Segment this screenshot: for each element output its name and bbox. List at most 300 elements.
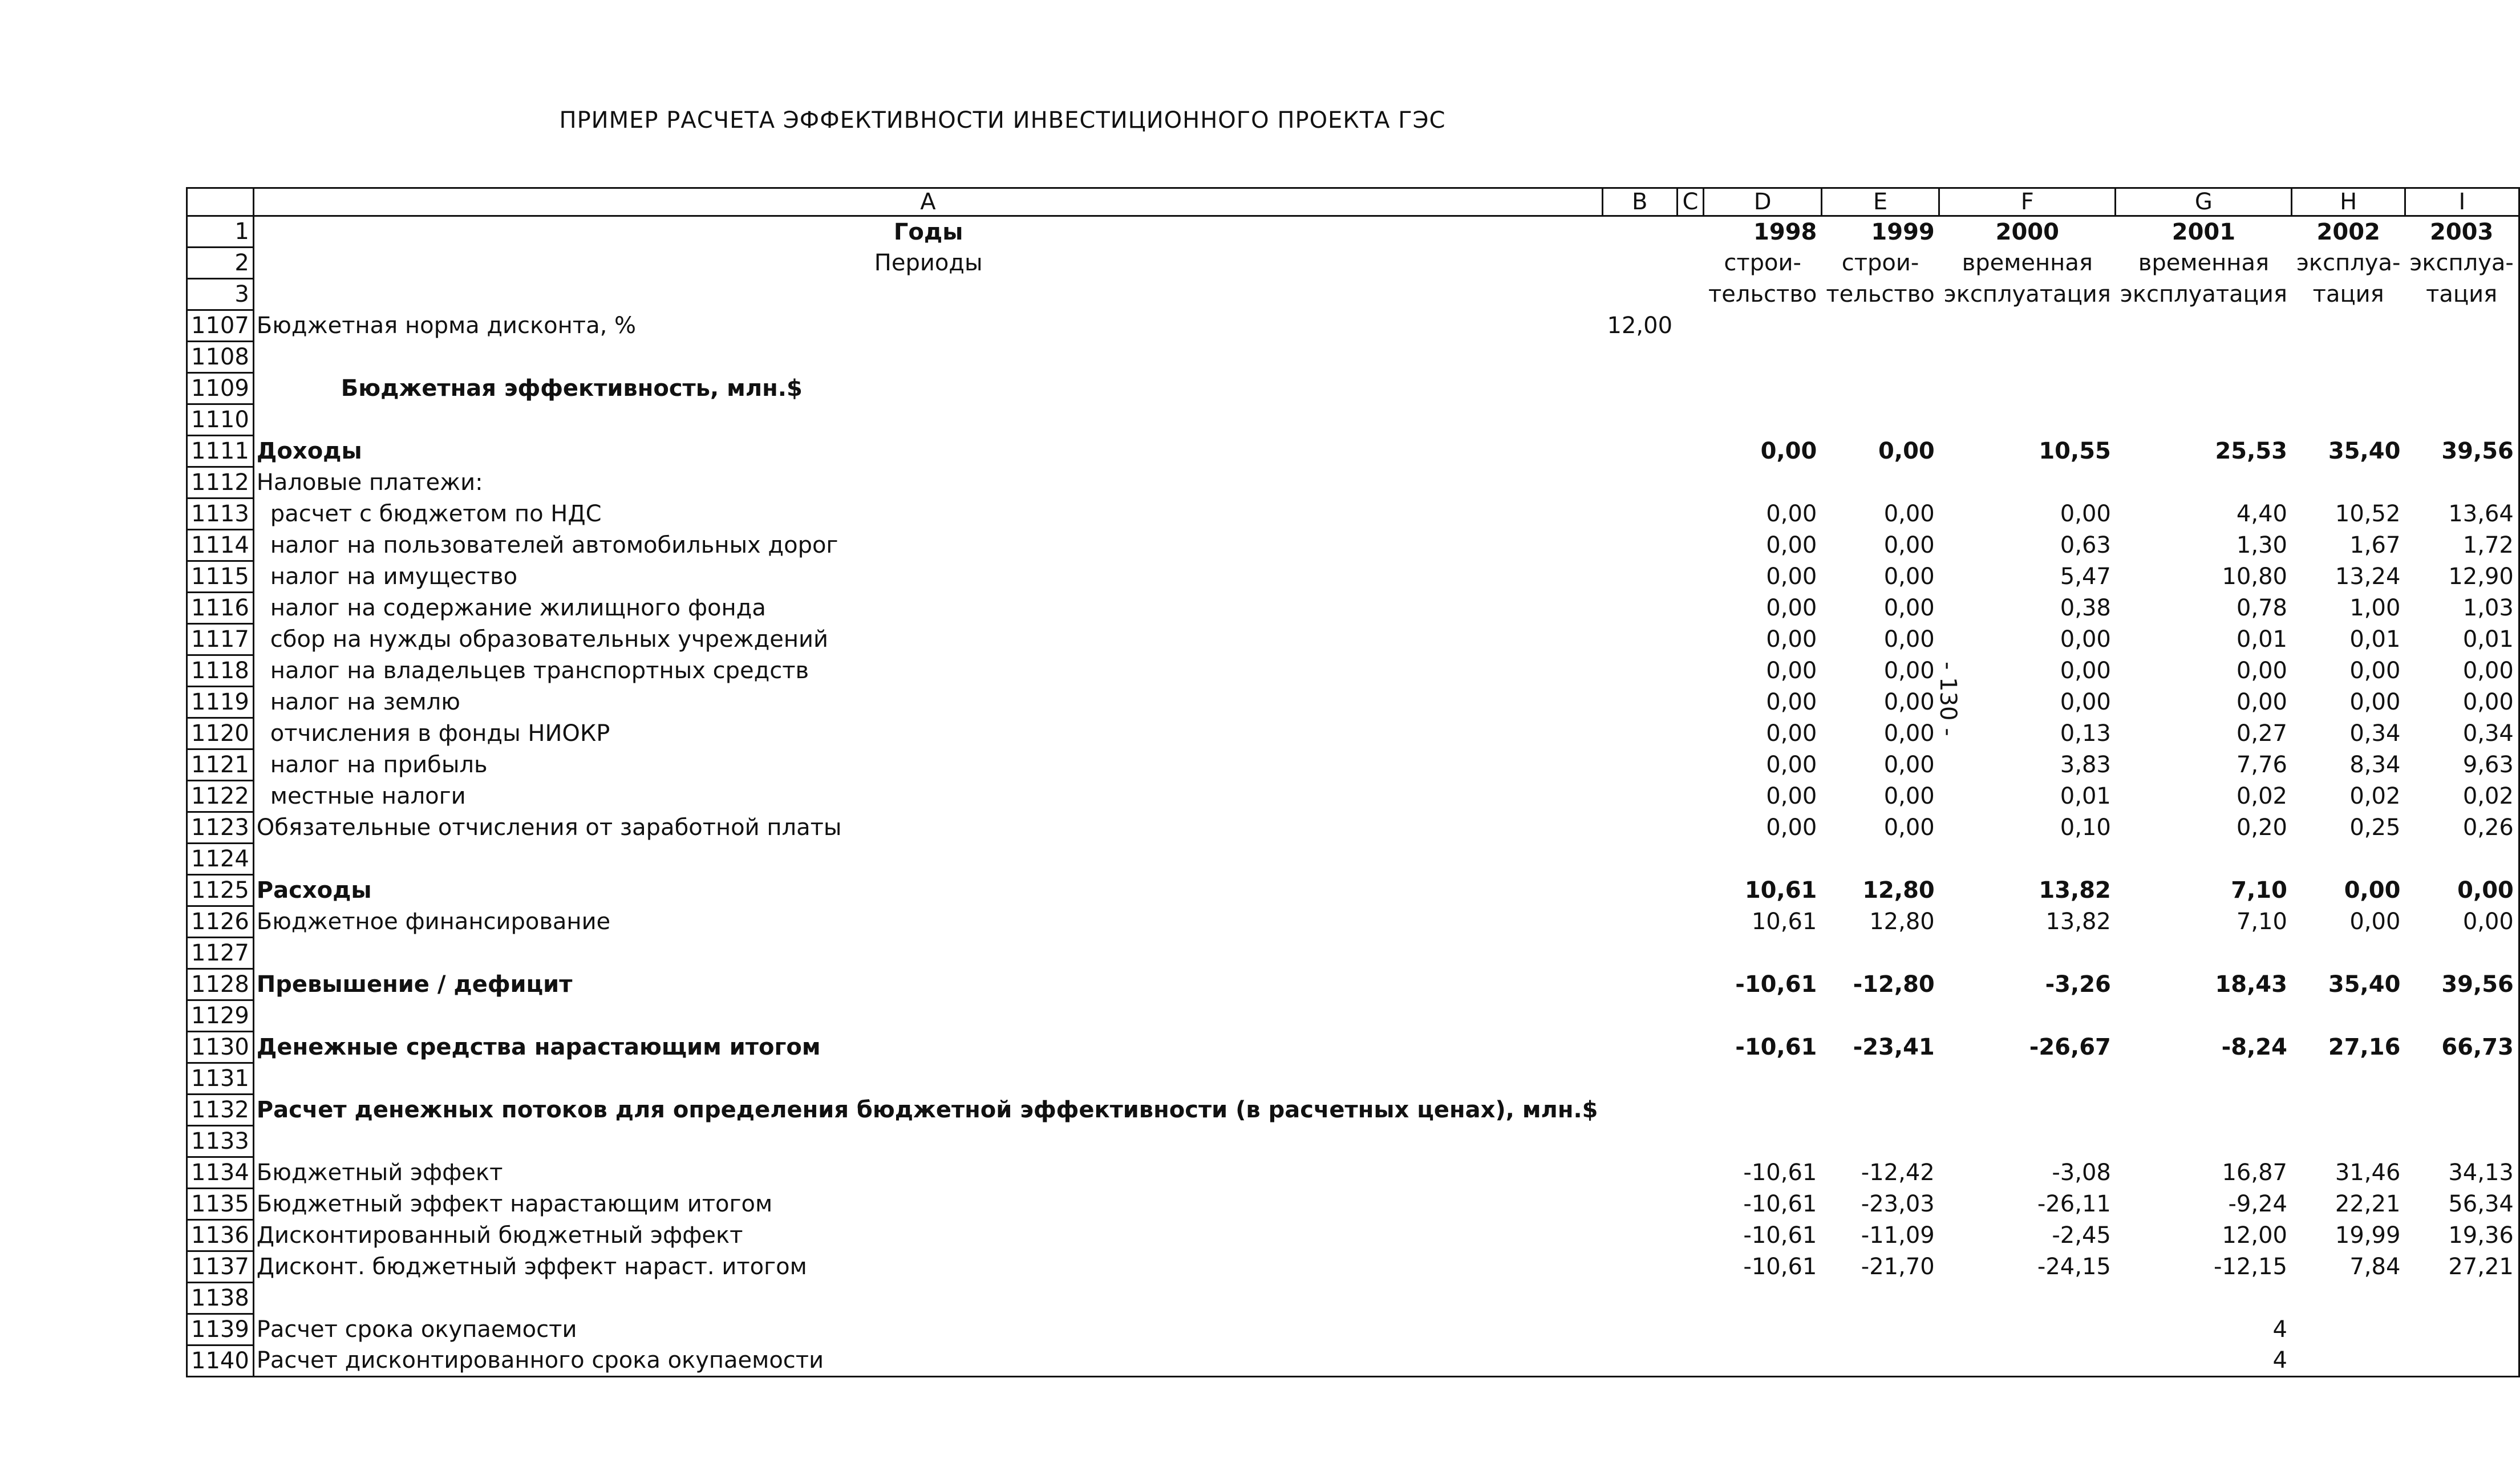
cell-b: 12,00 (1607, 313, 1673, 339)
value-cell: 0,00 (1766, 783, 1817, 809)
value-cell: 19,36 (2405, 1220, 2519, 1251)
cell-c (1677, 655, 1704, 687)
row-label: расчет с бюджетом по НДС (270, 501, 602, 527)
cell-b (1603, 1126, 1678, 1157)
cell-c (1677, 561, 1704, 593)
value-cell: 0,00 (2405, 875, 2519, 906)
value-cell (2292, 844, 2405, 875)
row-label: Превышение / дефицит (256, 971, 573, 998)
cell-b (1603, 342, 1678, 373)
period-cell: тация (2312, 281, 2384, 307)
value-cell: 9,63 (2405, 749, 2519, 781)
cell-c (1677, 1157, 1704, 1189)
cell-c (1677, 938, 1704, 969)
value-cell (2292, 1063, 2405, 1095)
value-cell (2116, 1000, 2292, 1032)
value-cell: 0,00 (1883, 814, 1935, 841)
value-cell (2292, 342, 2405, 373)
value-cell: 5,47 (2060, 564, 2111, 590)
period-cell: строи- (1841, 250, 1919, 276)
cell-c (1677, 1314, 1704, 1345)
table-row (187, 499, 2519, 530)
value-cell (2292, 1283, 2405, 1314)
value-cell: 0,34 (2349, 720, 2401, 747)
year-cell: 1999 (1871, 218, 1935, 245)
value-cell: 0,02 (2405, 781, 2519, 812)
table-row (187, 781, 2519, 812)
value-cell: 66,73 (2405, 1032, 2519, 1063)
value-cell: 7,10 (2236, 909, 2287, 935)
value-cell (2405, 1095, 2519, 1126)
value-cell: 0,01 (2405, 624, 2519, 655)
cell-b (1603, 1063, 1678, 1095)
value-cell: -23,41 (1853, 1034, 1935, 1060)
value-cell (1704, 1126, 1821, 1157)
value-cell: 0,00 (2060, 626, 2111, 653)
row-label: налог на пользователей автомобильных дорог (270, 532, 838, 558)
row-label (253, 1063, 1602, 1095)
row-label: местные налоги (270, 783, 466, 809)
table-row (187, 404, 2519, 436)
value-cell (1939, 1345, 2116, 1377)
table-row (187, 969, 2519, 1000)
header-row-years (187, 216, 2519, 248)
value-cell (1704, 1345, 1821, 1377)
value-cell: -24,15 (2037, 1254, 2111, 1280)
row-number: 2 (187, 248, 254, 279)
value-cell: 3,83 (2060, 752, 2111, 778)
table-row (187, 844, 2519, 875)
row-number: 1108 (187, 342, 254, 373)
value-cell (2405, 1314, 2519, 1345)
value-cell (1704, 310, 1821, 342)
value-cell: 0,25 (2349, 814, 2401, 841)
row-number: 1120 (187, 718, 254, 749)
value-cell: -3,26 (2045, 971, 2111, 998)
value-cell (2405, 1126, 2519, 1157)
value-cell: 0,00 (2344, 877, 2401, 903)
cell-c (1677, 1032, 1704, 1063)
cell-b (1603, 624, 1678, 655)
row-number: 1131 (187, 1063, 254, 1095)
value-cell: 0,00 (1883, 752, 1935, 778)
value-cell: 0,78 (2236, 595, 2287, 621)
value-cell: 13,24 (2335, 564, 2401, 590)
row-label (253, 1126, 1602, 1157)
row-number: 1134 (187, 1157, 254, 1189)
cell-b (1603, 1345, 1678, 1377)
value-cell (2116, 310, 2292, 342)
period-cell: эксплуатация (2120, 281, 2287, 307)
value-cell: 0,27 (2236, 720, 2287, 747)
empty-cell (1603, 248, 1678, 279)
value-cell (1821, 844, 1939, 875)
cell-b (1603, 1314, 1678, 1345)
value-cell (2116, 404, 2292, 436)
year-cell: 2000 (1995, 218, 2059, 245)
value-cell: 1,03 (2405, 593, 2519, 624)
value-cell: 10,80 (2222, 564, 2287, 590)
row-label: Расходы (256, 877, 372, 903)
value-cell (1704, 1314, 1821, 1345)
column-header-h: H (2292, 188, 2405, 216)
value-cell (2405, 1063, 2519, 1095)
value-cell (2116, 467, 2292, 499)
value-cell: -12,42 (1861, 1160, 1935, 1186)
cell-b (1603, 1032, 1678, 1063)
value-cell (1939, 844, 2116, 875)
table-row (187, 875, 2519, 906)
cell-b (1603, 1283, 1678, 1314)
cell-b (1603, 938, 1678, 969)
value-cell: 39,56 (2405, 436, 2519, 467)
row-number: 1111 (187, 436, 254, 467)
value-cell: 1,30 (2236, 532, 2287, 558)
value-cell: 0,00 (1883, 783, 1935, 809)
table-row (187, 624, 2519, 655)
value-cell (2116, 1095, 2292, 1126)
value-cell: 0,10 (2060, 814, 2111, 841)
row-number: 1121 (187, 749, 254, 781)
value-cell: 10,55 (2039, 438, 2111, 464)
value-cell: 12,90 (2405, 561, 2519, 593)
value-cell: 0,01 (2349, 626, 2401, 653)
value-cell (1821, 404, 1939, 436)
table-row (187, 1063, 2519, 1095)
row-label: Бюджетная эффективность, млн.$ (341, 375, 803, 402)
value-cell: 0,26 (2405, 812, 2519, 844)
row-number: 3 (187, 279, 254, 310)
value-cell: -10,61 (1743, 1222, 1817, 1249)
value-cell: 0,00 (1883, 689, 1935, 715)
cell-b (1603, 969, 1678, 1000)
value-cell: 0,00 (2405, 687, 2519, 718)
value-cell: 13,64 (2405, 499, 2519, 530)
cell-c (1677, 467, 1704, 499)
cell-c (1677, 624, 1704, 655)
row-label (253, 1283, 1602, 1314)
row-number: 1137 (187, 1251, 254, 1283)
value-cell: -10,61 (1735, 1034, 1817, 1060)
table-row (187, 1345, 2519, 1377)
value-cell: -9,24 (2228, 1191, 2287, 1217)
value-cell: 0,00 (2060, 658, 2111, 684)
row-label: Бюджетный эффект (256, 1160, 503, 1186)
table-row (187, 1283, 2519, 1314)
cell-b (1603, 1000, 1678, 1032)
value-cell: 0,00 (1883, 501, 1935, 527)
table-row (187, 906, 2519, 938)
column-header-c: C (1677, 188, 1704, 216)
column-header-a: A (253, 188, 1602, 216)
value-cell (2116, 1283, 2292, 1314)
value-cell: 12,80 (1862, 877, 1935, 903)
row-number: 1135 (187, 1189, 254, 1220)
row-label: налог на прибыль (270, 752, 488, 778)
row-number: 1128 (187, 969, 254, 1000)
value-cell (2405, 310, 2519, 342)
table-row (187, 1032, 2519, 1063)
year-cell: 2002 (2316, 218, 2380, 245)
column-header-row (187, 188, 2519, 216)
cell-c (1677, 781, 1704, 812)
row-label: Обязательные отчисления от заработной платы (256, 814, 842, 841)
value-cell: 0,00 (1883, 720, 1935, 747)
cell-c (1677, 1283, 1704, 1314)
value-cell (1821, 467, 1939, 499)
cell-b (1603, 687, 1678, 718)
period-cell: тельство (1826, 281, 1935, 307)
column-header-g: G (2116, 188, 2292, 216)
cell-c (1677, 436, 1704, 467)
value-cell: 0,00 (1766, 595, 1817, 621)
cell-c (1677, 593, 1704, 624)
cell-c (1677, 875, 1704, 906)
cell-c (1677, 1220, 1704, 1251)
row-number: 1133 (187, 1126, 254, 1157)
period-cell: тация (2405, 279, 2519, 310)
row-number: 1132 (187, 1095, 254, 1126)
cell-b (1603, 436, 1678, 467)
value-cell: -23,03 (1861, 1191, 1935, 1217)
row-number: 1 (187, 216, 254, 248)
value-cell: 0,00 (1766, 532, 1817, 558)
column-header-b: B (1603, 188, 1678, 216)
value-cell (1939, 310, 2116, 342)
value-cell: 0,20 (2236, 814, 2287, 841)
row-number: 1116 (187, 593, 254, 624)
empty-cell (1677, 279, 1704, 310)
value-cell (1704, 1063, 1821, 1095)
value-cell: -10,61 (1743, 1160, 1817, 1186)
value-cell (1704, 342, 1821, 373)
value-cell: 0,00 (1883, 532, 1935, 558)
cell-b (1603, 1095, 1678, 1126)
value-cell: -8,24 (2221, 1034, 2287, 1060)
value-cell: 10,52 (2335, 501, 2401, 527)
empty-cell (1603, 279, 1678, 310)
cell-c (1677, 749, 1704, 781)
row-label: налог на имущество (270, 564, 518, 590)
value-cell: 10,61 (1744, 877, 1817, 903)
value-cell (2292, 1345, 2405, 1377)
value-cell: 31,46 (2335, 1160, 2401, 1186)
cell-c (1677, 1345, 1704, 1377)
value-cell: 0,00 (1766, 720, 1817, 747)
cell-b (1603, 812, 1678, 844)
value-cell (1821, 1314, 1939, 1345)
period-cell: эксплуа- (2405, 248, 2519, 279)
value-cell: -2,45 (2052, 1222, 2111, 1249)
value-cell: 0,00 (1766, 752, 1817, 778)
value-cell: -10,61 (1743, 1191, 1817, 1217)
value-cell (2405, 938, 2519, 969)
value-cell: 1,72 (2405, 530, 2519, 561)
value-cell: 25,53 (2215, 438, 2287, 464)
value-cell: 0,00 (1883, 564, 1935, 590)
row-label: налог на содержание жилищного фонда (270, 595, 766, 621)
year-cell: 1998 (1753, 218, 1817, 245)
cell-b (1603, 530, 1678, 561)
value-cell: 7,76 (2236, 752, 2287, 778)
table-row (187, 310, 2519, 342)
table-row (187, 561, 2519, 593)
row-label: налог на владельцев транспортных средств (270, 658, 809, 684)
value-cell (2116, 342, 2292, 373)
value-cell: 19,99 (2335, 1222, 2401, 1249)
period-cell: временная (2138, 250, 2270, 276)
value-cell (1939, 1000, 2116, 1032)
periods-label: Периоды (874, 250, 983, 276)
value-cell: 7,10 (2231, 877, 2287, 903)
table-row (187, 655, 2519, 687)
row-label: Бюджетная норма дисконта, % (256, 313, 637, 339)
table-row (187, 687, 2519, 718)
row-number: 1139 (187, 1314, 254, 1345)
value-cell: 12,80 (1869, 909, 1935, 935)
value-cell: 0,00 (2060, 689, 2111, 715)
cell-c (1677, 499, 1704, 530)
cell-c (1677, 1095, 1704, 1126)
row-label (253, 1000, 1602, 1032)
row-label: Наловые платежи: (256, 469, 483, 496)
row-number: 1124 (187, 844, 254, 875)
period-cell: тельство (1708, 281, 1817, 307)
cell-b (1603, 906, 1678, 938)
table-row (187, 1220, 2519, 1251)
value-cell: 0,02 (2236, 783, 2287, 809)
table-row (187, 1189, 2519, 1220)
value-cell (1821, 1345, 1939, 1377)
value-cell (1704, 1000, 1821, 1032)
value-cell: 0,00 (1766, 658, 1817, 684)
value-cell: 4,40 (2236, 501, 2287, 527)
table-row (187, 1126, 2519, 1157)
cell-b (1603, 781, 1678, 812)
cell-c (1677, 310, 1704, 342)
year-cell: 2001 (2171, 218, 2236, 245)
value-cell: 0,00 (1760, 438, 1817, 464)
value-cell (2292, 404, 2405, 436)
cell-c (1677, 373, 1704, 404)
value-cell (2405, 467, 2519, 499)
row-number: 1129 (187, 1000, 254, 1032)
value-cell (2405, 1000, 2519, 1032)
value-cell: 0,00 (2236, 689, 2287, 715)
value-cell: 0,01 (2236, 626, 2287, 653)
value-cell: 35,40 (2328, 438, 2401, 464)
cell-b (1603, 593, 1678, 624)
value-cell (2116, 373, 2292, 404)
cell-c (1677, 1126, 1704, 1157)
table-row (187, 436, 2519, 467)
value-cell (1939, 1314, 2116, 1345)
row-label: Денежные средства нарастающим итогом (256, 1034, 821, 1060)
table-row (187, 1095, 2519, 1126)
value-cell: 0,00 (1766, 814, 1817, 841)
value-cell: 7,84 (2349, 1254, 2401, 1280)
value-cell: -11,09 (1861, 1222, 1935, 1249)
value-cell: 0,00 (2060, 501, 2111, 527)
value-cell: 0,00 (1766, 501, 1817, 527)
table-row (187, 1251, 2519, 1283)
value-cell: -10,61 (1735, 971, 1817, 998)
row-number: 1107 (187, 310, 254, 342)
value-cell: 4 (2116, 1345, 2292, 1377)
value-cell: 35,40 (2328, 971, 2401, 998)
table-row (187, 342, 2519, 373)
value-cell: 0,34 (2405, 718, 2519, 749)
cell-b (1603, 499, 1678, 530)
value-cell: 0,38 (2060, 595, 2111, 621)
value-cell: 0,00 (2349, 658, 2401, 684)
value-cell (1939, 1063, 2116, 1095)
table-row (187, 373, 2519, 404)
row-number: 1112 (187, 467, 254, 499)
row-label: Бюджетный эффект нарастающим итогом (256, 1191, 773, 1217)
spreadsheet-table (186, 187, 2520, 1377)
row-label (253, 938, 1602, 969)
table-row (187, 530, 2519, 561)
row-label: Дисконтированный бюджетный эффект (256, 1222, 743, 1249)
cell-c (1677, 1251, 1704, 1283)
table-row (187, 1157, 2519, 1189)
column-header-e: E (1821, 188, 1939, 216)
value-cell (2292, 310, 2405, 342)
value-cell (1821, 938, 1939, 969)
row-number: 1115 (187, 561, 254, 593)
cell-c (1677, 530, 1704, 561)
row-number: 1109 (187, 373, 254, 404)
value-cell: 4 (2272, 1316, 2287, 1343)
row-label (253, 342, 1602, 373)
row-number: 1136 (187, 1220, 254, 1251)
row-number: 1140 (187, 1345, 254, 1377)
value-cell: 10,61 (1751, 909, 1817, 935)
value-cell (1704, 1095, 1821, 1126)
cell-c (1677, 1189, 1704, 1220)
empty-cell (253, 279, 1602, 310)
row-number: 1126 (187, 906, 254, 938)
cell-c (1677, 1000, 1704, 1032)
period-cell: строи- (1724, 250, 1801, 276)
value-cell (1821, 1126, 1939, 1157)
row-number: 1138 (187, 1283, 254, 1314)
value-cell: 39,56 (2405, 969, 2519, 1000)
value-cell: 1,00 (2349, 595, 2401, 621)
page-title: ПРИМЕР РАСЧЕТА ЭФФЕКТИВНОСТИ ИНВЕСТИЦИОННОГО ПРОЕКТА ГЭС (559, 107, 1446, 133)
value-cell (1704, 1283, 1821, 1314)
value-cell: 0,00 (2349, 909, 2401, 935)
cell-b (1603, 875, 1678, 906)
value-cell (2405, 1345, 2519, 1377)
row-label: Расчет дисконтированного срока окупаемости (253, 1345, 1602, 1377)
value-cell (1821, 1095, 1939, 1126)
cell-b (1603, 718, 1678, 749)
row-number: 1119 (187, 687, 254, 718)
value-cell: 1,67 (2349, 532, 2401, 558)
column-header-d: D (1704, 188, 1821, 216)
row-label: Расчет денежных потоков для определения бюджетной эффективности (в расчетных ценах), млн.$ (256, 1097, 1598, 1123)
cell-b (1603, 561, 1678, 593)
value-cell (2405, 342, 2519, 373)
value-cell (2405, 844, 2519, 875)
cell-b (1603, 404, 1678, 436)
value-cell: 12,00 (2222, 1222, 2287, 1249)
value-cell: 0,00 (1766, 689, 1817, 715)
value-cell: 16,87 (2222, 1160, 2287, 1186)
value-cell (1821, 310, 1939, 342)
